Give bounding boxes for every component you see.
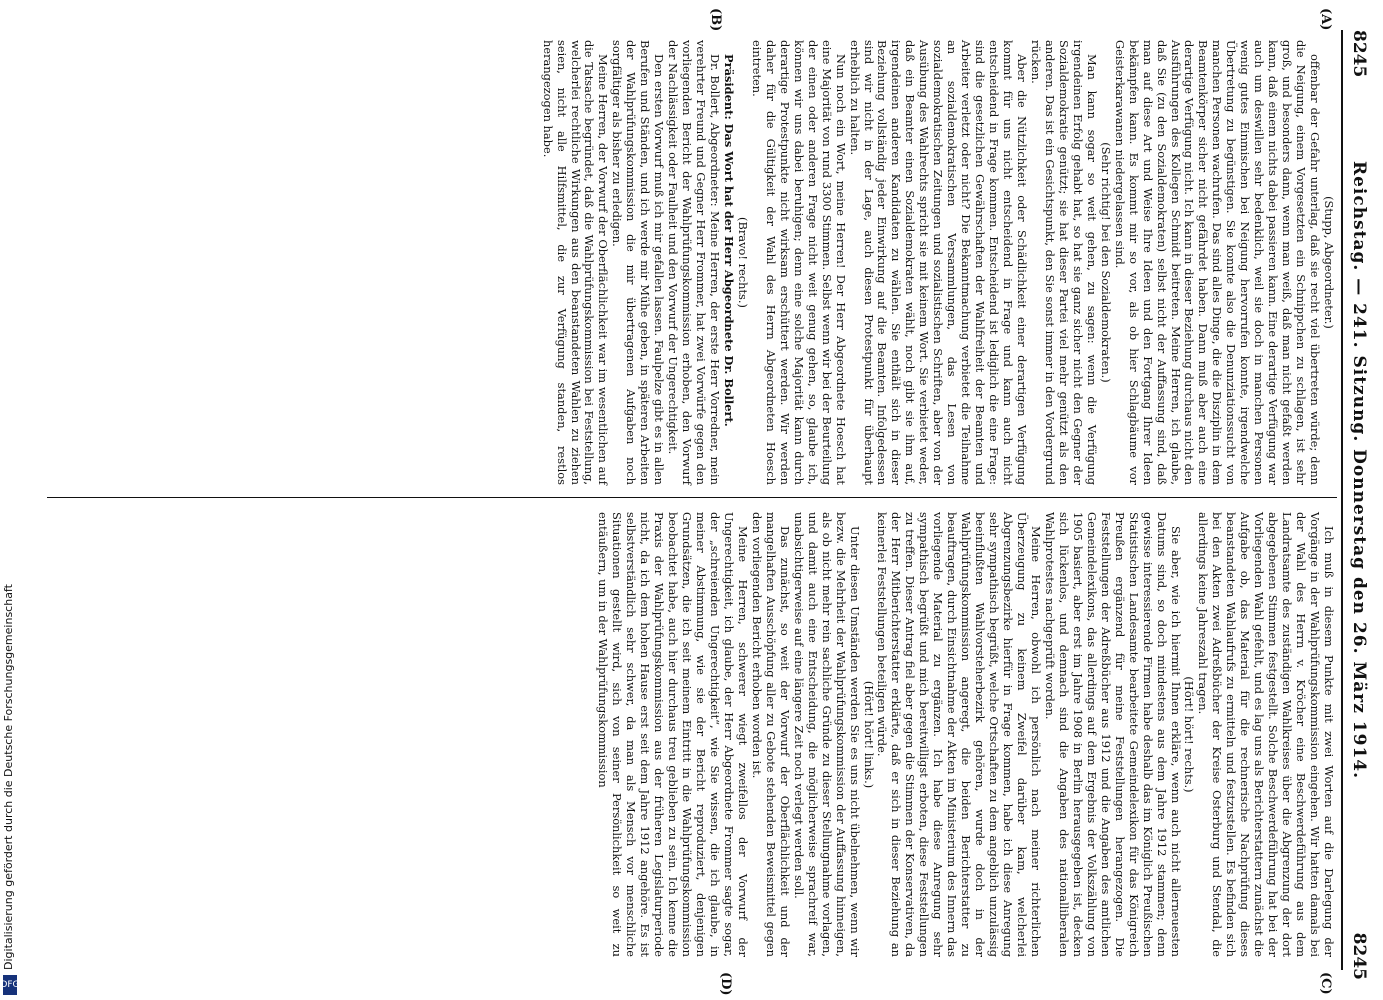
paragraph: Nun noch ein Wort, meine Herren! Der Herr Abgeordnete Hoesch hat eine Majorität von rund 3300 Stimmen. Selbst wenn wir bei der Beurteilung der einen oder anderen Frage nicht weit genug gehen, so, glaube ich, können wir uns dabei beruhigen; denn eine solche Majorität kann durch derartige Protestpunkte nicht wirksam erschüttert werden. Wir werden daher für die Gültigkeit der Wahl des Herrn Abgeordneten Hoesch eintreten.: [749, 40, 848, 485]
paragraph: Den ersten Vorwurf muß ich mir gefallen lassen. Faulpelze gibt es in allen Berufen und Ständen, und ich werde mir Mühe geben, in späteren Arbeiten der Wahlprüfungskommission die mir übertragenen Aufgaben noch sorgfältiger als bisher zu erledigen.: [610, 40, 667, 485]
paragraph: (Hört! hört! rechts.): [1182, 676, 1197, 793]
paragraph: Sie aber, wie ich hiermit Ihnen erkläre, wenn auch nicht allerneuesten Datums sind, so doch mindestens aus dem Jahre 1912 stammen; denn gewisse interessierende Firmen habe deshalb das im Königlich Preußischen Statistischen Landesamte bearbeitete Gemeindelexikon für das Königreich Preußen ergänzend für meine Feststellungen herangezogen. Die Feststellungen der Adreßbücher aus 1912 und die Angaben des amtlichen Gemeindelexikons, das allerdings auf dem Ergebnis der Volkszählung von 1905 basiert, aber erst im Jahre 1908 in Berlin herausgegeben ist, decken sich lückenlos, und demnach sind die Angaben des nationalliberalen Wahlprotestes nachgeprüft worden.: [1042, 512, 1183, 957]
header-rule: [1342, 30, 1344, 970]
margin-marker-c: (C): [1318, 972, 1333, 995]
paragraph: Präsident: Das Wort hat der Herr Abgeordnete Dr. Bollert.: [722, 54, 737, 427]
paragraph: Meine Herren, schwerer wiegt zweifellos der Vorwurf der Ungerechtigkeit, ich glaube, der Herr Abgeordnete Frommer sagte sogar, der „schreienden Ungerechtigkeit“, wie Sie wissen, die ich glaube, in meiner Abstimmung, wie sie der Bericht reproduziert, denjenigen Grundsätzen, die ich seit meinem Eintritt in die Wahlprüfungskommission beobachtet habe, auch hier durchaus treu geblieben zu sein. Ich kenne die Praxis der Wahlprüfungskommission aus der früheren Legislaturperiode nicht, da ich dem hohen Hause erst seit dem Jahre 1912 angehöre. Es ist selbstverständlich sehr schwer, da man als Mensch vor menschliche Situationen gestellt wird, sich von seiner Persönlichkeit so weit zu entäußern, um in der Wahlprüfungskommission: [596, 512, 750, 957]
margin-marker-b: (B): [708, 8, 723, 32]
paragraph: Meine Herren, der Vorwurf der Oberflächlichkeit war im wesentlichen auf die Tatsache begründet, daß die Wahlprüfungskommission bei Feststellung, welcherlei rechtliche Wirkungen aus den beanstandeten Wahlen zu ziehen seien, nicht alle Hilfsmittel, die zur Verfügung standen, restlos herangezogen habe.: [540, 40, 611, 485]
text-column-right: [595, 512, 1335, 957]
paragraph: Dr. Bollert, Abgeordneter: Meine Herren, der erste Herr Vorredner, mein verehrter Freund und Gegner Herr Frommer, hat zwei Vorwürfe gegen den vorliegenden Bericht der Wahlprüfungskommission erhoben, den Vorwurf der Nachlässigkeit oder Faulheit und den Vorwurf der Ungerechtigkeit.: [666, 40, 723, 485]
digitization-credit: Digitalisierung gefördert durch die Deutsche Forschungsgemeinschaft: [2, 584, 15, 970]
column-divider: [47, 497, 1337, 498]
paragraph: Ich muß in diesem Punkte mit zwei Worten auf die Darlegung der Vorgänge in der Wahlprüfungskommission eingehen. Wir hatten damals bei der Wahl des Herrn v. Kröcher eine Beschwerdeführung aus dem Landratsamte des zuständigen Wahlkreises über die Abgrenzung der dort abgegebenen Stimmen festgestellt. Solche Beschwerdeführung hat bei der Vorliegenden Wahl gefehlt, und es lag uns als Berichterstattern zunächst die Aufgabe ob, das Material für die rechnerische Nachprüfung dieses beanstandeten Wahlaufrufs zu ermitteln und festzustellen. Es befinden sich bei den Akten zwei Adreßbücher der Kreise Osterburg und Stendal, die allerdings keine Jahreszahl tragen.: [1196, 512, 1336, 957]
margin-marker-d: (D): [718, 972, 733, 996]
paragraph: (Sehr richtig! bei den Sozialdemokraten.): [1098, 142, 1113, 383]
paragraph: Unter diesen Umständen werden Sie es uns nicht übelnehmen, wenn wir bezw. die Mehrheit der Wahlprüfungskommission der Auffassung hinneigen, als ob nicht mehr rein sachliche Gründe zu dieser Stellungnahme vorlagen, und damit auch eine Entscheidung, die möglicherweise sprachreif war, unabsichtigerweise auf eine längere Zeit noch verlegt werden soll.: [791, 512, 862, 957]
text-column-left: [540, 40, 1335, 485]
paragraph: Das zunächst, so weit der Vorwurf der Oberflächlichkeit und der mangelhaften Ausschöpfung aller zu Gebote stehenden Beweismittel gegen den vorliegenden Bericht erhoben worden ist.: [749, 512, 792, 957]
dfg-logo: DFG: [3, 975, 17, 995]
paragraph: offenbar der Gefahr unterlag, daß sie recht viel übertreten würde; denn die Neigung, einem Vorgesetzten ein Schnippchen zu schlagen, ist sehr groß, und besonders dann, wenn man weiß, daß man nicht gefaßt werden kann, daß einem nichts dabei passieren kann. Eine derartige Verfügung war auch um deswillen sehr bedenklich, weil sie doch in manchen Personen wenig gutes Einmischen bei Neigung hervorrufen konnte, irgendwelche Übertretung zu begünstigen. Sie konnte also die Denunziationssucht von manchen Personen wachrufen. Das sind alles Dinge, die die Disziplin in dem Beamtenkörper sicher nicht gefährdet haben. Dann muß aber auch eine derartige Verfügung nicht. Ich kann in dieser Beziehung durchaus nicht den Ausführungen des Kollegen Schmidt beitreten. Meine Herren, ich glaube, daß Sie (zu den Sozialdemokraten) selbst nicht der Auffassung sind, daß man auf diese Art und Weise Ihre Ideen und den Fortgang Ihrer Ideen bekämpfen kann. Es kommt mir so vor, als ob hier Schlagbäume vor Geisterkarawanen niedergelassen sind.: [1112, 40, 1323, 485]
paragraph: Meine Herren, obwohl ich persönlich nach meiner richterlichen Überzeugung zu keinem Zweifel darüber kam, welcherlei Abgrenzungsbezirke hierfür in Frage kommen, habe ich diese Anregung sehr sympathisch begrüßt, welche Ortschaften zu dem angeblich unzulässig beeinflußten Wahlvorsteherbezirk gehören, wurde doch in der Wahlprüfungskommission angeregt, die beiden Berichterstatter zu beauftragen, durch Einsichtnahme der Akten im Ministerium des Innern das vorliegende Material zu ergänzen. Ich habe diese Anregung sehr sympathisch begrüßt und mich bereitwilligst erboten, diese Feststellungen zu treffen. Dieser Antrag fiel aber gegen die Stimmen der Konservativen, da der Herr Mitberichterstatter erklärte, daß er sich in dieser Beziehung an keinerlei Feststellungen beteiligen würde.: [875, 512, 1043, 957]
paragraph: (Hört! hört! links.): [861, 680, 876, 789]
margin-marker-a: (A): [1318, 8, 1333, 31]
page-number-right: 8245: [1349, 932, 1369, 980]
paragraph: Man kann sogar so weit gehen, zu sagen: wenn die Verfügung irgendeinen Erfolg gehabt hat, so hat sie ganz sicher nicht den Gegner der Sozialdemokratie genützt; sie hat dieser Partei viel mehr genützt als den anderen. Das ist ein Gesichtspunkt, den Sie sonst immer in den Vordergrund rücken.: [1028, 40, 1099, 485]
paragraph: (Bravo! rechts.): [735, 217, 750, 308]
paragraph: Aber die Nützlichkeit oder Schädlichkeit einer derartigen Verfügung kommt für uns nicht entscheidend in Frage und kann auch nicht entscheidend in Frage kommen. Entscheidend ist lediglich die eine Frage: sind die gesetzlichen Gewährschaften der Wahlfreiheit der Beamten und Arbeiter verletzt oder nicht? Die Bekanntmachung verbietet die Teilnahme an sozialdemokratischen Versammlungen, das Lesen von sozialdemokratischen Zeitungen und sozialistischen Schriften, aber von der Ausübung des Wahlrechts spricht sie mit keinem Wort. Sie verbietet weder, daß ein Beamter einen Sozialdemokraten wählt, noch gibt sie ihm auf, irgendeinen anderen Kandidaten zu wählen. Sie enthält sich in dieser Beziehung vollständig jeder Einwirkung auf die Beamten. Infolgedessen sind wir nicht in der Lage, auch diesen Protestpunkt für überhaupt erheblich zu halten.: [847, 40, 1030, 485]
page-header: [1345, 30, 1375, 980]
paragraph: (Stupp, Abgeordneter.): [1322, 196, 1336, 329]
running-head: Reichstag. — 241. Sitzung. Donnerstag den 26. März 1914.: [1349, 160, 1369, 780]
page-number-left: 8245: [1349, 30, 1369, 78]
